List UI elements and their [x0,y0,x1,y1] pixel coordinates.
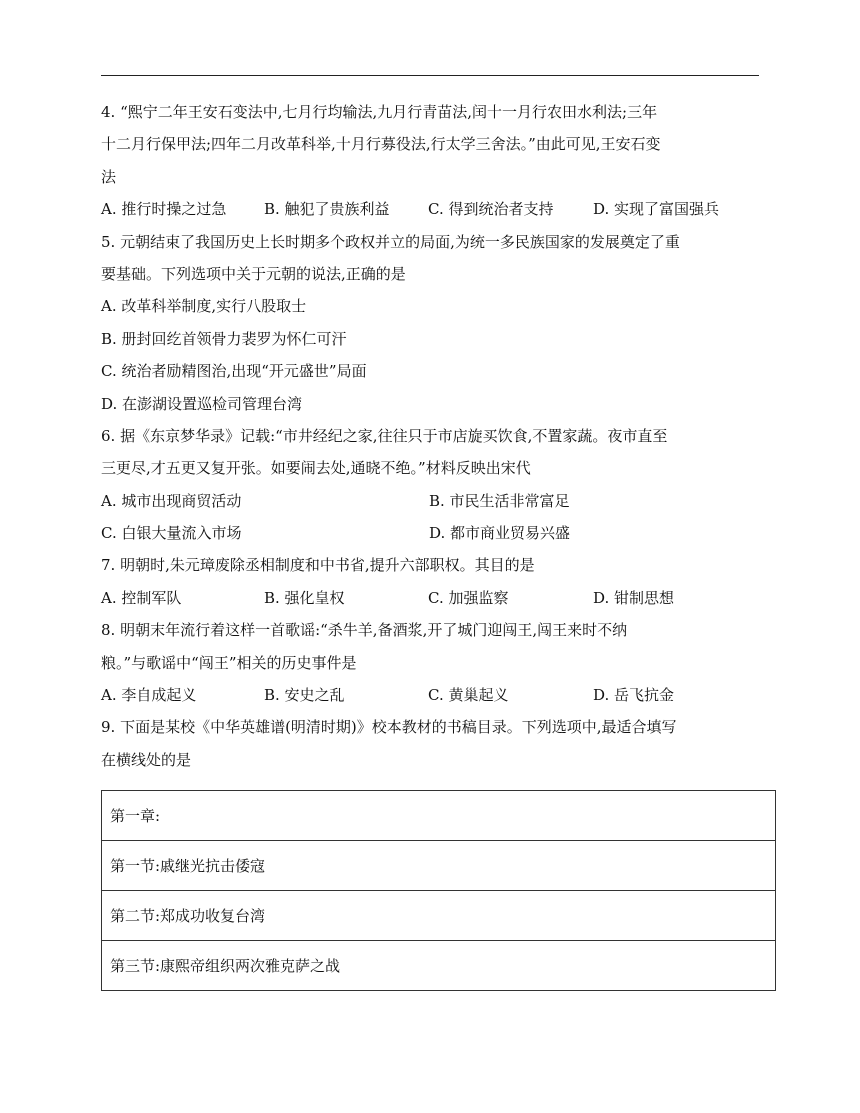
table-row [102,941,776,991]
q5-stem-line: 5. 元朝结束了我国历史上长时期多个政权并立的局面,为统一多民族国家的发展奠定了重 [101,232,680,251]
q6-stem-line: 6. 据《东京梦华录》记载:“市井经纪之家,往往只于市店旋买饮食,不置家蔬。夜市直至 [101,426,668,445]
table-cell: 第一节:戚继光抗击倭寇 [102,841,776,891]
q6-stem-line: 三更尽,才五更又复开张。如要闹去处,通晓不绝。”材料反映出宋代 [101,459,531,478]
q8-stem-line: 粮。”与歌谣中“闯王”相关的历史事件是 [101,653,357,672]
q9-stem-line: 在横线处的是 [101,750,192,769]
q5-option-d: D. 在澎湖设置巡检司管理台湾 [101,394,303,413]
q4-option-c: C. 得到统治者支持 [428,200,554,219]
q5-stem-line: 要基础。下列选项中关于元朝的说法,正确的是 [101,264,406,283]
q8-option-b: B. 安史之乱 [264,686,345,705]
q6-options-row [101,485,761,517]
table-row [102,891,776,941]
q6-options-row [101,517,761,549]
q8-stem-line: 8. 明朝末年流行着这样一首歌谣:“杀牛羊,备酒浆,开了城门迎闯王,闯王来时不纳 [101,621,628,640]
q4-option-a: A. 推行时操之过急 [101,200,227,219]
table-cell: 第二节:郑成功收复台湾 [102,891,776,941]
q7-options [101,582,761,614]
q5-option-b: B. 册封回纥首领骨力裴罗为怀仁可汗 [101,329,347,348]
q6-option-a: A. 城市出现商贸活动 [101,491,242,510]
table-row [102,841,776,891]
q6-option-c: C. 白银大量流入市场 [101,524,242,543]
question-list [101,96,761,776]
q4-stem-line: 十二月行保甲法;四年二月改革科举,十月行募役法,行太学三舍法。”由此可见,王安石变 [101,135,661,154]
q6-option-d: D. 都市商业贸易兴盛 [429,524,571,543]
q4-option-b: B. 触犯了贵族利益 [264,200,390,219]
q8-option-c: C. 黄巢起义 [428,686,509,705]
q7-stem-line: 7. 明朝时,朱元璋废除丞相制度和中书省,提升六部职权。其目的是 [101,556,535,575]
table-cell: 第一章: [102,791,776,841]
q4-options [101,193,761,225]
q4-stem-line: 4. “熙宁二年王安石变法中,七月行均输法,九月行青苗法,闰十一月行农田水利法;三年 [101,103,658,121]
q7-option-a: A. 控制军队 [101,588,182,607]
q6-option-b: B. 市民生活非常富足 [429,491,570,510]
q8-options [101,679,761,711]
header-rule [101,75,759,76]
q5-option-a: A. 改革科举制度,实行八股取士 [101,297,307,316]
q8-option-a: A. 李自成起义 [101,686,197,705]
q5-option-c: C. 统治者励精图治,出现“开元盛世”局面 [101,362,367,381]
q7-option-d: D. 钳制思想 [593,588,675,607]
q9-contents-table [101,790,776,991]
table-cell: 第三节:康熙帝组织两次雅克萨之战 [102,941,776,991]
q8-option-d: D. 岳飞抗金 [593,686,675,705]
q4-stem-line: 法 [101,167,117,186]
q7-option-c: C. 加强监察 [428,588,509,607]
q7-option-b: B. 强化皇权 [264,588,345,607]
q4-option-d: D. 实现了富国强兵 [593,200,720,219]
q9-stem-line: 9. 下面是某校《中华英雄谱(明清时期)》校本教材的书稿目录。下列选项中,最适合填写 [101,718,677,737]
table-row [102,791,776,841]
